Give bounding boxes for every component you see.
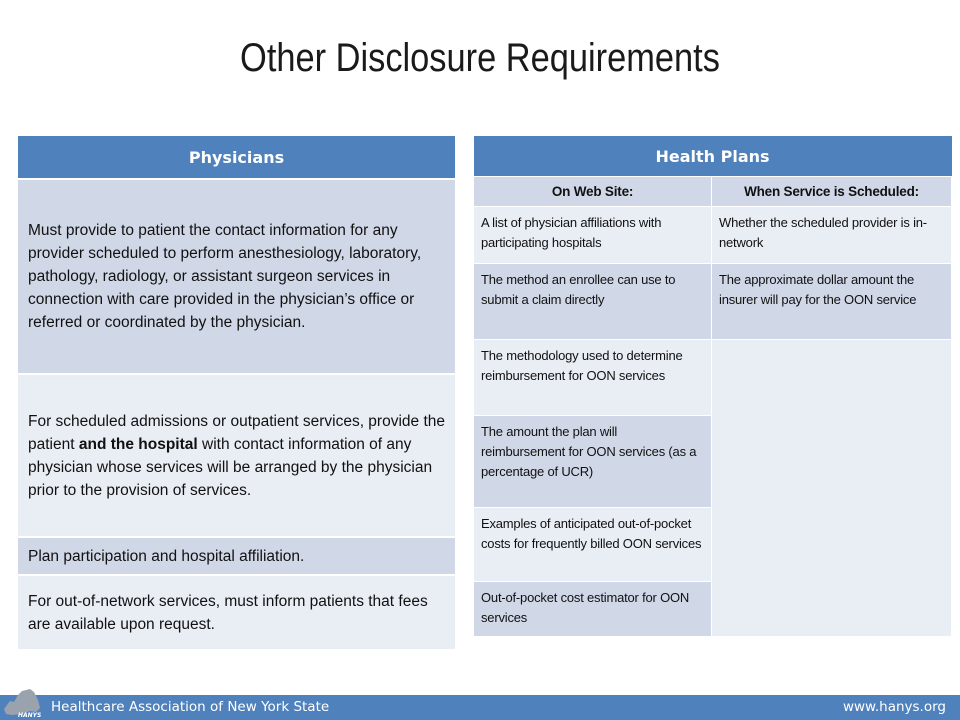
health-plans-table (473, 136, 952, 637)
scheduled-item: The approximate dollar amount the insurer will pay for the OON service (712, 264, 952, 340)
physicians-row-4: For out-of-network services, must inform patients that fees are available upon request. (18, 575, 455, 649)
col-header-when-scheduled: When Service is Scheduled: (712, 177, 952, 207)
footer-bar (0, 695, 960, 720)
footer-url[interactable]: www.hanys.org (842, 699, 946, 715)
footer-org-name: Healthcare Association of New York State (51, 699, 330, 715)
web-site-item: The method an enrollee can use to submit a claim directly (474, 264, 712, 340)
web-site-item: The amount the plan will reimbursement for OON services (as a percentage of UCR) (474, 416, 712, 508)
web-site-item: Out-of-pocket cost estimator for OON services (474, 582, 712, 637)
physicians-table (18, 136, 455, 649)
web-site-item: The methodology used to determine reimbursement for OON services (474, 340, 712, 416)
slide-title: Other Disclosure Requirements (240, 36, 720, 80)
physicians-header: Physicians (18, 136, 455, 179)
health-plans-header: Health Plans (474, 136, 952, 177)
web-site-item: A list of physician affiliations with participating hospitals (474, 207, 712, 264)
scheduled-item: Whether the scheduled provider is in-network (712, 207, 952, 264)
physicians-row-1: Must provide to patient the contact information for any provider scheduled to perform anesthesiology, laboratory, pathology, radiology, or assistant surgeon services in connection with care provided in the physician’s office or referred or coordinated by the physician. (18, 179, 455, 374)
svg-text:HANYS: HANYS (18, 712, 42, 719)
physicians-row-2: For scheduled admissions or outpatient services, provide the patient and the hospital with contact information of any physician whose services will be arranged by the physician prior to the provision of services. (18, 374, 455, 537)
hanys-logo (0, 681, 46, 720)
physicians-row-3: Plan participation and hospital affiliation. (18, 537, 455, 575)
web-site-item: Examples of anticipated out-of-pocket costs for frequently billed OON services (474, 508, 712, 582)
col-header-web-site: On Web Site: (474, 177, 712, 207)
scheduled-empty-cell (712, 340, 952, 637)
